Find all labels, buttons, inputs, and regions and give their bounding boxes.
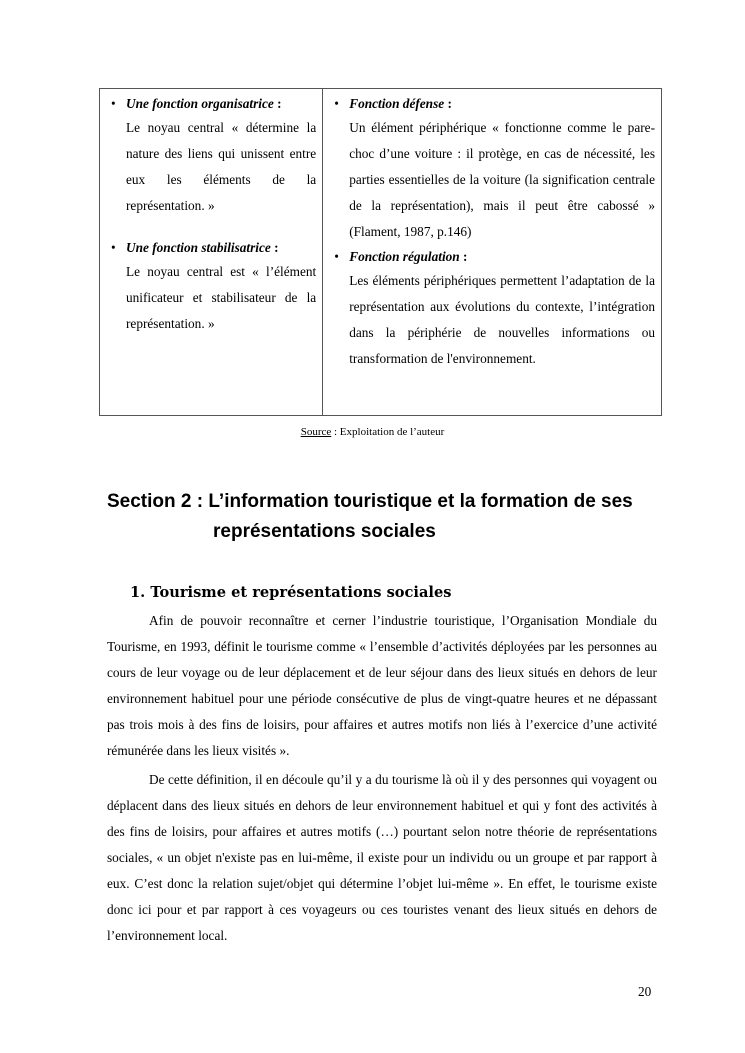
stabilizing-function-text: Le noyau central est « l’élément unificateur et stabilisateur de la représentation. » <box>126 264 317 331</box>
paragraph-definition: Afin de pouvoir reconnaître et cerner l’industrie touristique, l’Organisation Mondiale du Tourisme, en 1993, définit le tourisme comme « l’ensemble d’activités déployées par les personnes au cours de leur voyage ou de leur déplacement et de leur séjour dans des lieux situés en dehors de leur environnement habituel pour une période consécutive de plus de vingt-quatre heures et ne dépassant pas trois mois à des fins de loisirs, pour affaires et autres motifs non liés à l’exercice d’une activité rémunérée dans les lieux visités ». <box>107 613 657 758</box>
organizing-function-heading <box>108 94 316 114</box>
heading-colon: : <box>459 249 468 264</box>
organizing-function-text: Le noyau central « détermine la nature des liens qui unissent entre eux les éléments de la représentation. » <box>126 120 317 213</box>
bullet-icon: • <box>111 96 116 111</box>
subsection-heading: 1. Tourisme et représentations sociales <box>130 584 452 601</box>
organizing-function-title: Une fonction organisatrice <box>126 96 274 111</box>
regulation-function-title: Fonction régulation <box>349 249 460 264</box>
table-source-caption <box>0 425 745 439</box>
defense-function-title: Fonction défense <box>349 96 445 111</box>
functions-table <box>99 88 662 416</box>
heading-colon: : <box>444 96 452 111</box>
regulation-function-heading <box>331 247 655 267</box>
peripheral-elements-column <box>323 89 661 415</box>
heading-colon: : <box>270 240 279 255</box>
regulation-function-item <box>331 247 655 372</box>
source-text: : Exploitation de l’auteur <box>331 426 445 438</box>
stabilizing-function-item <box>108 238 316 337</box>
bullet-icon: • <box>334 96 339 111</box>
section-heading-line2: représentations sociales <box>213 521 436 542</box>
stabilizing-function-heading <box>108 238 316 258</box>
section-heading <box>107 487 667 547</box>
source-label: Source <box>300 426 332 438</box>
page-number: 20 <box>638 984 652 999</box>
defense-function-text: Un élément périphérique « fonctionne comme le pare-choc d’une voiture : il protège, en cas de nécessité, les parties essentielles de la voiture (la signification centrale de la représentation), mais il peut être cabossé » (Flament, 1987, p.146) <box>349 120 655 239</box>
stabilizing-function-title: Une fonction stabilisatrice <box>126 240 271 255</box>
defense-function-heading <box>331 94 655 114</box>
bullet-icon: • <box>111 240 116 255</box>
heading-colon: : <box>273 96 282 111</box>
organizing-function-item <box>108 94 316 219</box>
central-core-column <box>100 89 323 415</box>
defense-function-item <box>331 94 655 245</box>
paragraph-analysis: De cette définition, il en découle qu’il y a du tourisme là où il y des personnes qui voyagent ou déplacent dans des lieux situés en dehors de leur environnement habituel et qui y font des activités à des fins de loisirs, pour affaires et autres motifs (…) pourtant selon notre théorie de représentations sociales, « un objet n'existe pas en lui-même, il existe pour un individu ou un groupe et par rapport à eux. C’est donc la relation sujet/objet qui détermine l’objet lui-même ». En effet, le tourisme existe donc ici pour et par rapport à ces voyageurs ou ces touristes venant des lieux situés en dehors de l’environnement local. <box>107 772 657 943</box>
bullet-icon: • <box>334 249 339 264</box>
section-heading-line1: Section 2 : L’information touristique et la formation de ses <box>107 491 633 512</box>
regulation-function-text: Les éléments périphériques permettent l’adaptation de la représentation aux évolutions du contexte, l’intégration dans la périphérie de nouvelles informations ou transformation de l'environnement. <box>349 273 655 366</box>
